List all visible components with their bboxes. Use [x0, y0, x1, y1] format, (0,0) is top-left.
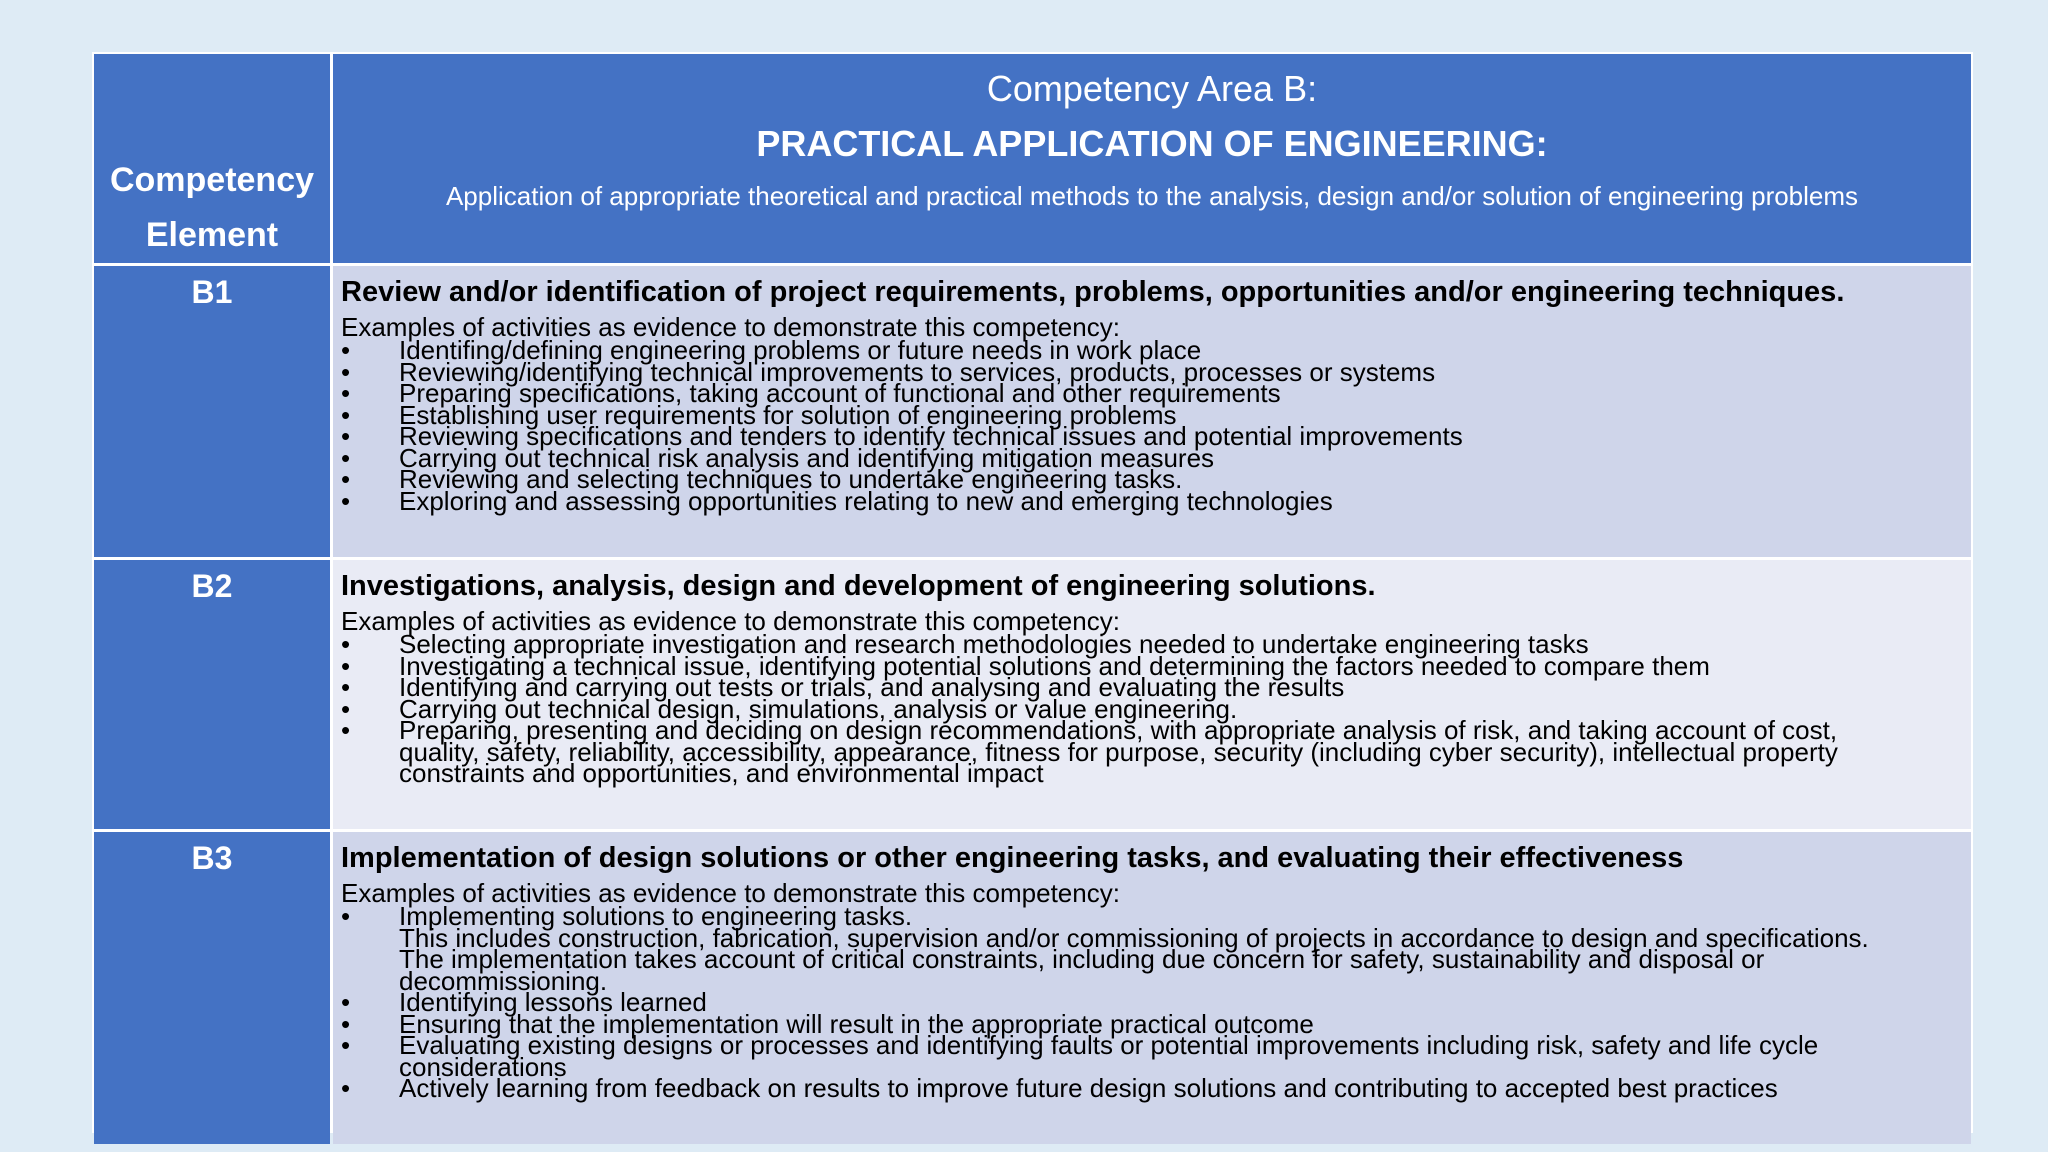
activity-item — [341, 715, 1963, 788]
activity-item — [341, 485, 1963, 516]
bullet-icon: • — [341, 1008, 351, 1039]
activity-text: Carrying out technical design, simulations, analysis or value engineering. — [399, 693, 1238, 724]
activity-text: Preparing specifications, taking account of functional and other requirements — [399, 378, 1281, 408]
area-description: Application of appropriate theoretical and practical methods to the analysis, design and/or solution of engineering problems — [445, 181, 1859, 211]
activity-text: Reviewing/identifying technical improvements to services, products, processes or systems — [399, 356, 1436, 387]
bullet-icon: • — [341, 1073, 351, 1103]
bullet-icon: • — [341, 378, 351, 408]
activity-text: Preparing, presenting and deciding on design recommendations, with appropriate analysis of risk, and taking account of cost, — [399, 715, 1838, 745]
activity-text: Identifying and carrying out tests or trials, and analysing and evaluating the results — [399, 672, 1345, 702]
element-code-b2: B2 — [94, 560, 330, 829]
bullet-icon: • — [341, 464, 351, 494]
area-subtitle: Competency Area B: — [986, 68, 1318, 109]
element-content-b2 — [333, 560, 1971, 829]
element-content-b1 — [333, 266, 1971, 557]
activity-text: The implementation takes account of critical constraints, including due concern for safety, sustainability and disposal or — [399, 944, 1765, 974]
activity-text: Establishing user requirements for solution of engineering problems — [399, 399, 1177, 430]
activity-list — [341, 901, 1963, 1103]
bullet-icon: • — [341, 672, 351, 702]
activity-text: Reviewing and selecting techniques to undertake engineering tasks. — [399, 464, 1183, 494]
element-intro: Examples of activities as evidence to demonstrate this competency: — [341, 878, 1120, 908]
bullet-icon: • — [341, 399, 351, 430]
activity-text: Implementing solutions to engineering tasks. — [399, 901, 913, 931]
activity-text: Exploring and assessing opportunities relating to new and emerging technologies — [399, 485, 1333, 516]
activity-text: Investigating a technical issue, identifying potential solutions and determining the factors needed to compare them — [399, 650, 1710, 681]
competency-table — [92, 52, 1973, 1133]
activity-text: Evaluating existing designs or processes and identifying faults or potential improvements including risk, safety and life cycle — [399, 1030, 1819, 1060]
activity-text: quality, safety, reliability, accessibility, appearance, fitness for purpose, security (including cyber security), intellectual property — [399, 736, 1838, 767]
bullet-icon: • — [341, 987, 351, 1017]
element-intro: Examples of activities as evidence to demonstrate this competency: — [341, 606, 1120, 636]
activity-item — [341, 1073, 1963, 1103]
bullet-icon: • — [341, 650, 351, 681]
competency-area-header — [333, 54, 1971, 263]
activity-text: This includes construction, fabrication, supervision and/or commissioning of projects in accordance to design and specifications. — [399, 922, 1869, 953]
bullet-icon: • — [341, 356, 351, 387]
element-title: Implementation of design solutions or other engineering tasks, and evaluating their effectiveness — [341, 842, 1684, 874]
element-code-b3: B3 — [94, 832, 330, 1144]
bullet-icon: • — [341, 335, 351, 365]
activity-text: Reviewing specifications and tenders to identify technical issues and potential improvements — [399, 421, 1463, 451]
bullet-icon: • — [341, 693, 351, 724]
column-header-line-2: Element — [145, 216, 279, 254]
element-title: Investigations, analysis, design and development of engineering solutions. — [341, 570, 1376, 602]
element-content-b3 — [333, 832, 1971, 1144]
bullet-icon: • — [341, 442, 351, 473]
activity-list — [341, 629, 1963, 788]
element-code-b1: B1 — [94, 266, 330, 557]
bullet-icon: • — [341, 1030, 351, 1060]
area-title: PRACTICAL APPLICATION OF ENGINEERING: — [756, 123, 1548, 164]
activity-item — [341, 901, 1963, 996]
activity-item — [341, 1030, 1963, 1082]
bullet-icon: • — [341, 901, 351, 931]
bullet-icon: • — [341, 715, 351, 745]
activity-list — [341, 335, 1963, 516]
column-header-competency-element — [94, 54, 330, 263]
column-header-line-1: Competency — [109, 161, 315, 199]
bullet-icon: • — [341, 485, 351, 516]
activity-text: considerations — [399, 1051, 567, 1082]
activity-text: Identifing/defining engineering problems or future needs in work place — [399, 335, 1202, 365]
activity-text: Identifying lessons learned — [399, 987, 707, 1017]
activity-text: constraints and opportunities, and environmental impact — [399, 758, 1044, 788]
bullet-icon: • — [341, 629, 351, 659]
element-title: Review and/or identification of project requirements, problems, opportunities and/or engineering techniques. — [341, 276, 1845, 308]
activity-text: Ensuring that the implementation will result in the appropriate practical outcome — [399, 1008, 1314, 1039]
activity-text: decommissioning. — [399, 965, 608, 996]
bullet-icon: • — [341, 421, 351, 451]
element-intro: Examples of activities as evidence to demonstrate this competency: — [341, 312, 1120, 342]
activity-text: Selecting appropriate investigation and research methodologies needed to undertake engineering tasks — [399, 629, 1589, 659]
activity-text: Actively learning from feedback on results to improve future design solutions and contributing to accepted best practices — [399, 1073, 1778, 1103]
activity-text: Carrying out technical risk analysis and identifying mitigation measures — [399, 442, 1215, 473]
